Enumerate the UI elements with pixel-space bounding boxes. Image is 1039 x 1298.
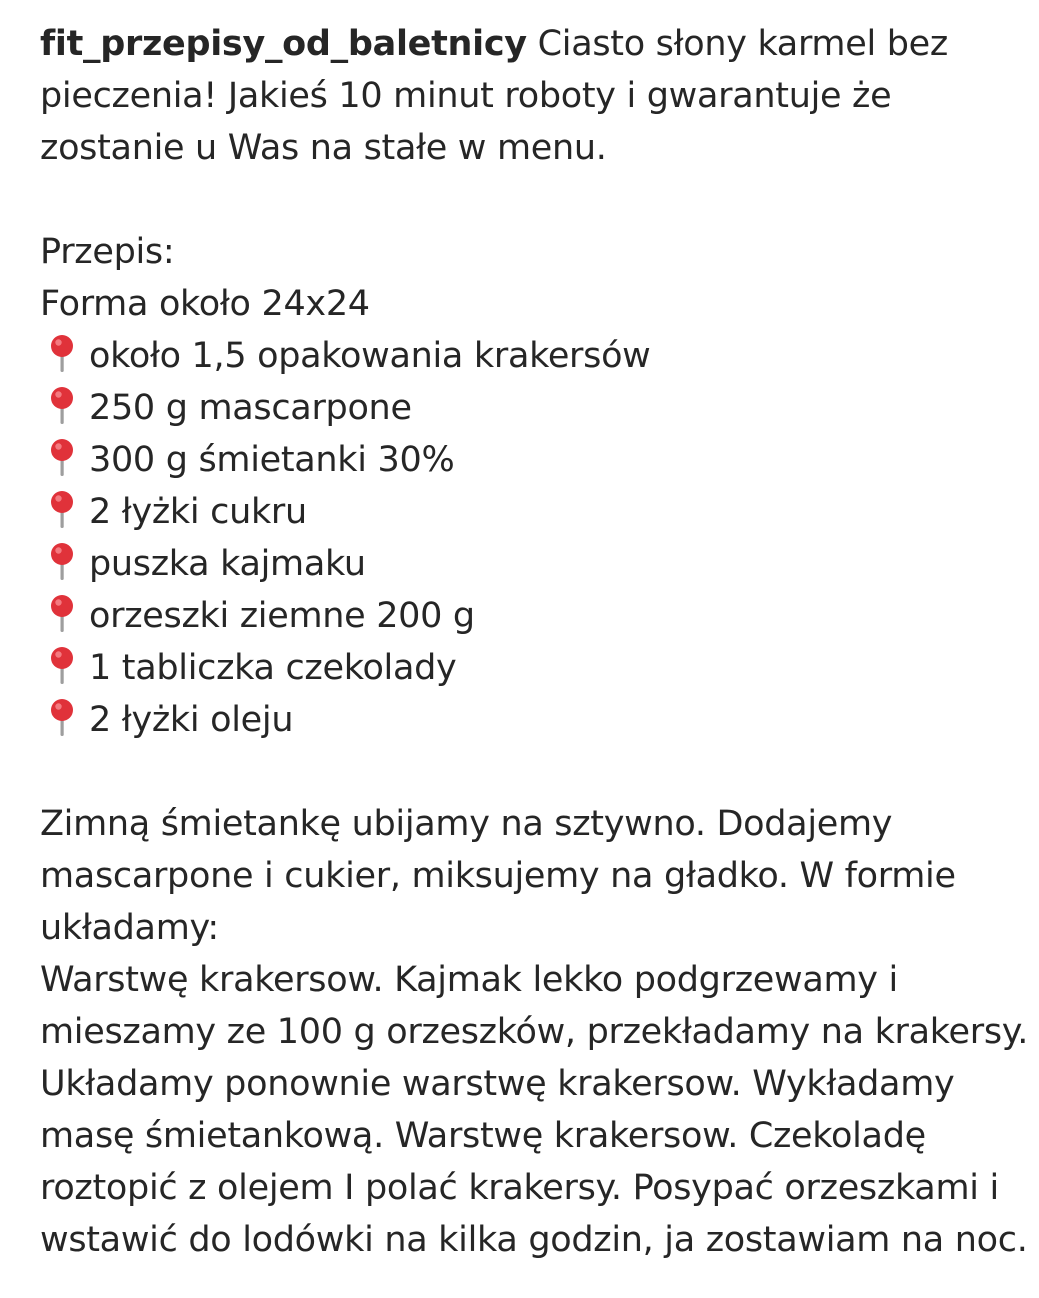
instruction-line: Zimną śmietankę ubijamy na sztywno. Dodajemy (40, 804, 893, 844)
round-pushpin-icon (42, 437, 82, 477)
round-pushpin-icon (42, 333, 82, 373)
intro-text: pieczenia! Jakieś 10 minut roboty i gwarantuje że (40, 76, 892, 116)
ingredient-text: 250 g mascarpone (89, 388, 412, 428)
round-pushpin-icon (42, 593, 82, 633)
blank-line (40, 174, 1035, 226)
ingredient-text: około 1,5 opakowania krakersów (89, 336, 651, 376)
intro-text: Ciasto słony karmel bez (537, 24, 948, 64)
ingredient-item (40, 642, 1035, 694)
pan-size: Forma około 24x24 (40, 284, 370, 324)
instruction-line: układamy: (40, 908, 219, 948)
instruction-line: roztopić z olejem I polać krakersy. Posypać orzeszkami i (40, 1168, 999, 1208)
ingredient-item (40, 486, 1035, 538)
round-pushpin-icon (42, 541, 82, 581)
instruction-line: masę śmietankową. Warstwę krakersow. Czekoladę (40, 1116, 926, 1156)
ingredient-item (40, 694, 1035, 746)
instruction-line: Układamy ponownie warstwę krakersow. Wykładamy (40, 1064, 955, 1104)
round-pushpin-icon (42, 645, 82, 685)
username-link[interactable]: fit_przepisy_od_baletnicy (40, 24, 527, 64)
ingredient-text: 300 g śmietanki 30% (89, 440, 455, 480)
ingredient-item (40, 590, 1035, 642)
ingredient-text: 2 łyżki cukru (89, 492, 307, 532)
caption-line-1 (40, 18, 1035, 70)
instruction-line: wstawić do lodówki na kilka godzin, ja zostawiam na noc. (40, 1220, 1028, 1260)
post-caption (40, 18, 1035, 1266)
ingredient-item (40, 434, 1035, 486)
ingredient-item (40, 382, 1035, 434)
ingredient-text: 1 tabliczka czekolady (89, 648, 457, 688)
ingredient-text: 2 łyżki oleju (89, 700, 294, 740)
ingredient-text: orzeszki ziemne 200 g (89, 596, 475, 636)
instruction-line: Warstwę krakersow. Kajmak lekko podgrzewamy i (40, 960, 898, 1000)
intro-text: zostanie u Was na stałe w menu. (40, 128, 607, 168)
instruction-line: mieszamy ze 100 g orzeszków, przekładamy na krakersy. (40, 1012, 1029, 1052)
round-pushpin-icon (42, 697, 82, 737)
instruction-line: mascarpone i cukier, miksujemy na gładko. W formie (40, 856, 956, 896)
ingredient-text: puszka kajmaku (89, 544, 366, 584)
round-pushpin-icon (42, 489, 82, 529)
blank-line (40, 746, 1035, 798)
ingredient-item (40, 538, 1035, 590)
round-pushpin-icon (42, 385, 82, 425)
ingredient-item (40, 330, 1035, 382)
recipe-heading: Przepis: (40, 232, 175, 272)
